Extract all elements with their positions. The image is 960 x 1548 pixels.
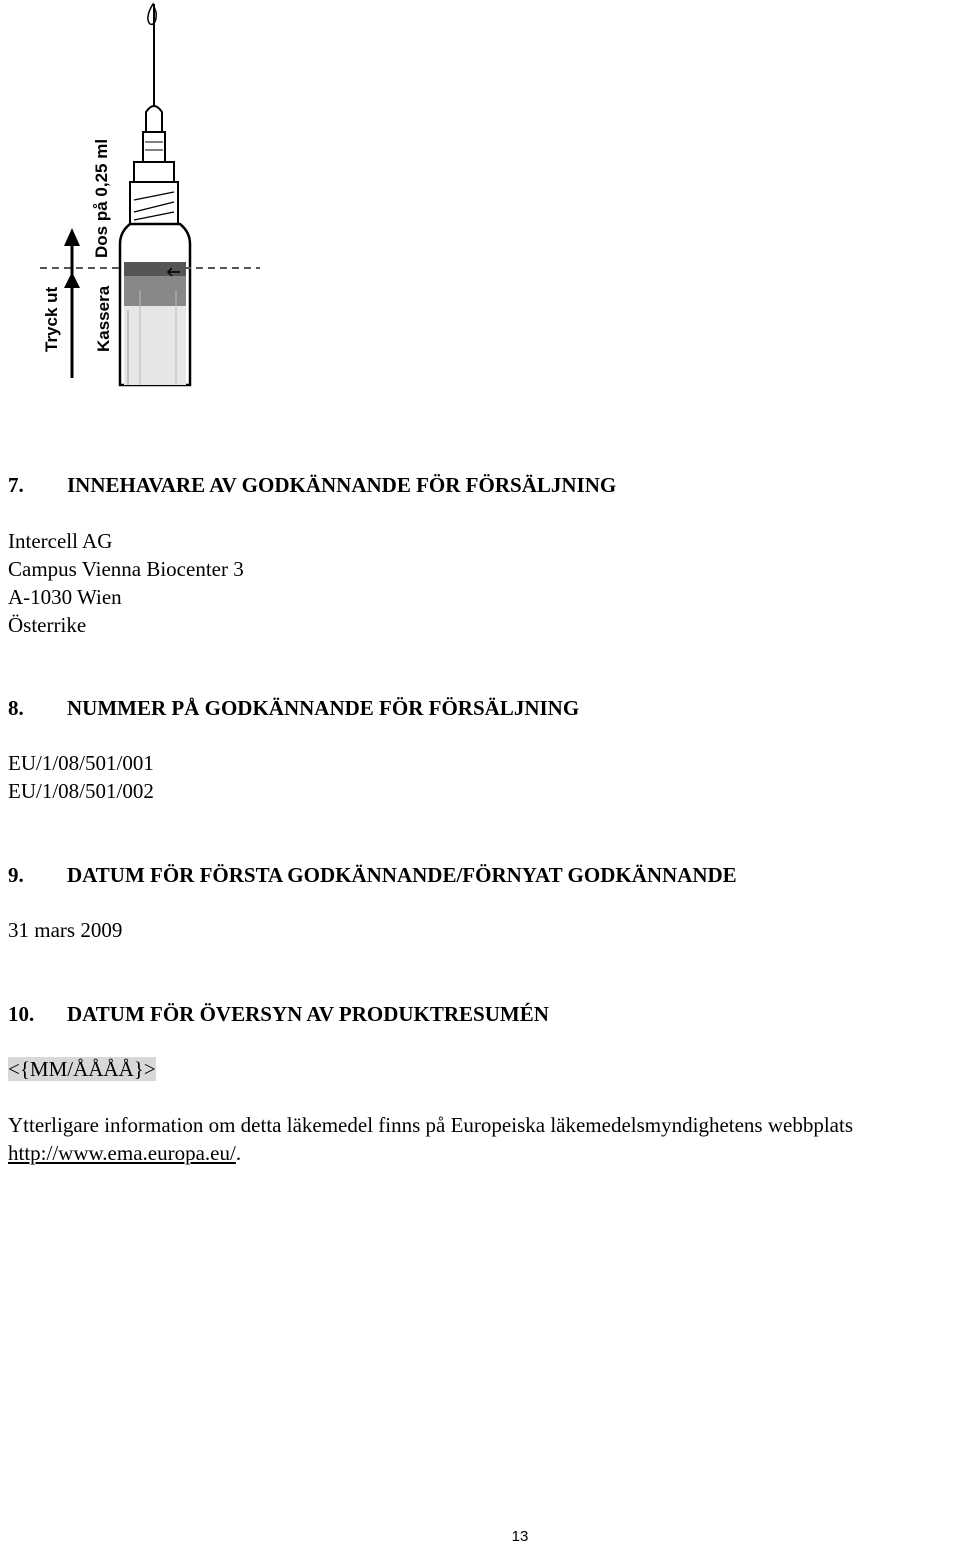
section-7-body [8,527,958,639]
authorisation-number: EU/1/08/501/002 [8,779,154,803]
section-9 [8,861,958,889]
further-information [8,1111,958,1167]
section-number: 7. [8,473,24,497]
section-9-body [8,916,958,944]
section-8-body [8,749,958,805]
revision-date-placeholder [8,1055,958,1083]
section-8 [8,694,958,722]
authorisation-date: 31 mars 2009 [8,918,123,942]
discard-label: Kassera [94,285,113,352]
syringe-illustration [30,0,260,390]
holder-city: A-1030 Wien [8,585,122,609]
section-heading [8,861,958,889]
section-10 [8,1000,958,1028]
section-7 [8,471,958,499]
link-suffix: . [235,1141,242,1165]
section-title: INNEHAVARE AV GODKÄNNANDE FÖR FÖRSÄLJNING [67,473,617,497]
section-heading [8,471,958,499]
page-number: 13 [511,1528,529,1545]
section-title: DATUM FÖR FÖRSTA GODKÄNNANDE/FÖRNYAT GODKÄNNANDE [67,863,737,887]
holder-country: Österrike [8,613,87,637]
section-number: 10. [8,1002,35,1026]
section-10-body [8,1055,958,1083]
section-title: DATUM FÖR ÖVERSYN AV PRODUKTRESUMÉN [67,1002,549,1026]
authorisation-number: EU/1/08/501/001 [8,751,154,775]
section-title: NUMMER PÅ GODKÄNNANDE FÖR FÖRSÄLJNING [67,696,580,720]
dose-label: Dos på 0,25 ml [92,138,111,258]
syringe-drawing [30,0,260,390]
section-number: 9. [8,863,24,887]
section-number: 8. [8,696,24,720]
push-out-label: Tryck ut [42,286,61,352]
revision-date-highlight: <{MM/ÅÅÅÅ}> [8,1057,156,1081]
further-info-text: Ytterligare information om detta läkemedel finns på Europeiska läkemedelsmyndighetens webbplats [8,1113,853,1137]
holder-name: Intercell AG [8,529,113,553]
section-heading [8,694,958,722]
section-heading [8,1000,958,1028]
ema-website-link[interactable]: http://www.ema.europa.eu/ [8,1141,236,1165]
holder-street: Campus Vienna Biocenter 3 [8,557,244,581]
further-info-link-line [8,1139,958,1167]
